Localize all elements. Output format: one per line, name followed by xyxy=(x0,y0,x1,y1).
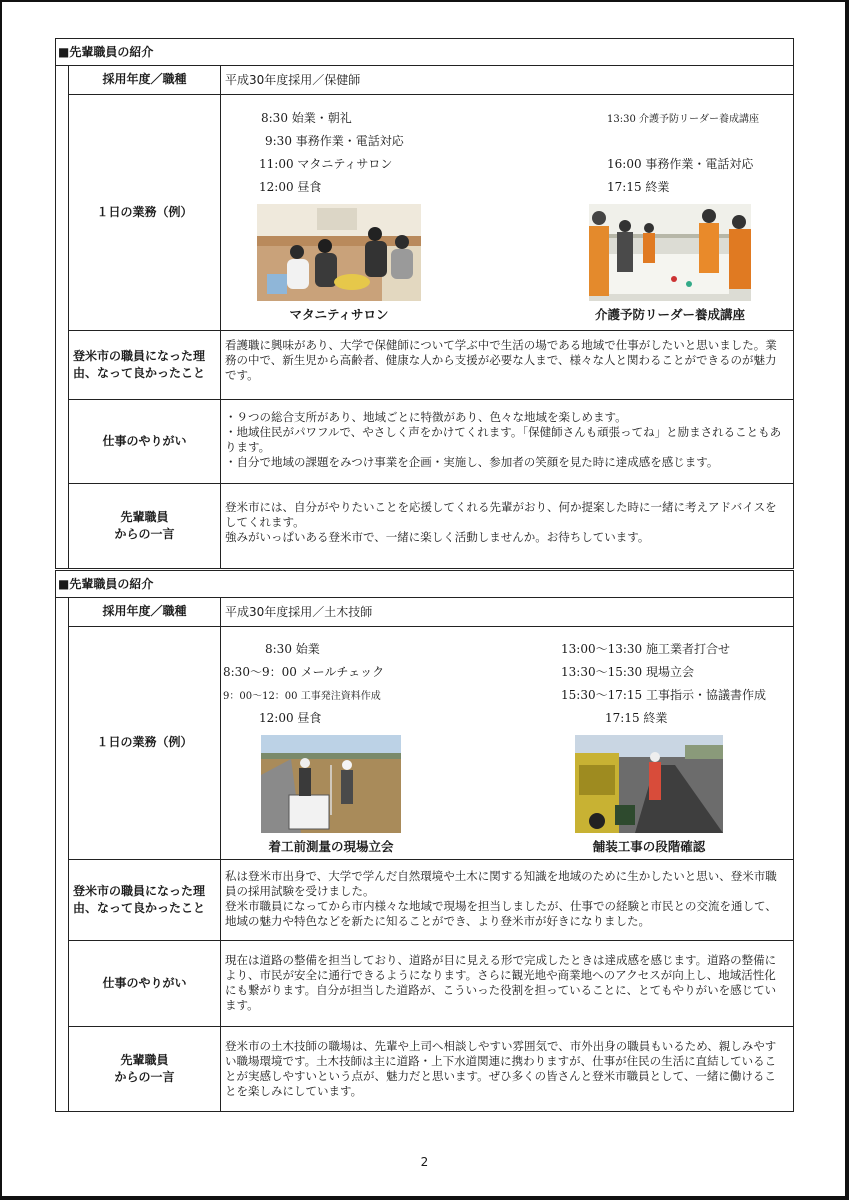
daily-schedule-label: １日の業務（例） xyxy=(69,627,221,859)
message-label-line: 先輩職員 xyxy=(120,1052,169,1067)
reward-line: ・９つの総合支所があり、地域ごとに特徴があり、色々な地域を楽しめます。 xyxy=(225,410,627,424)
schedule-item: 8:30～9：00 メールチェック xyxy=(223,665,385,679)
reason-content xyxy=(221,860,793,940)
reward-label: 仕事のやりがい xyxy=(69,400,221,483)
section-title: ■先輩職員の紹介 xyxy=(56,39,793,66)
message-content xyxy=(221,484,793,568)
daily-schedule-label: １日の業務（例） xyxy=(69,95,221,330)
schedule-item: 12:00 昼食 xyxy=(259,711,322,725)
section-title: ■先輩職員の紹介 xyxy=(56,571,793,598)
schedule-item: 17:15 終業 xyxy=(607,180,670,194)
row-hire-year xyxy=(68,598,793,627)
message-label xyxy=(69,1027,221,1111)
reason-text: 私は登米市出身で、大学で学んだ自然環境や土木に関する知識を地域のために生かしたいと思い、登米市職員の採用試験を受けました。 xyxy=(225,869,777,898)
photo-caption: 舗装工事の段階確認 xyxy=(592,839,706,854)
daily-schedule-content xyxy=(221,95,793,330)
reason-label: 登米市の職員になった理由、なって良かったこと xyxy=(69,331,221,399)
reward-line: ・自分で地域の課題をみつけ事業を企画・実施し、参加者の笑顔を見た時に達成感を感じます。 xyxy=(225,455,719,469)
row-message xyxy=(68,1027,793,1111)
schedule-item: 8:30 始業・朝礼 xyxy=(261,111,352,125)
row-reward xyxy=(68,941,793,1027)
message-text: 登米市には、自分がやりたいことを応援してくれる先輩がおり、何か提案した時に一緒に考えアドバイスをしてくれます。 xyxy=(225,500,777,529)
hire-year-value: 平成30年度採用／土木技師 xyxy=(225,605,373,619)
message-label-line: 先輩職員 xyxy=(120,509,169,524)
staff-intro-section-2 xyxy=(55,570,794,1112)
reward-line: ・地域住民がパワフルで、やさしく声をかけてくれます。「保健師さんも頑張ってね」と励まされることもあります。 xyxy=(225,425,782,454)
pavement-inspection-photo xyxy=(575,735,723,833)
schedule-item: 16:00 事務作業・電話対応 xyxy=(607,157,754,171)
hire-year-label: 採用年度／職種 xyxy=(69,598,221,626)
message-text: 登米市の土木技師の職場は、先輩や上司へ相談しやすい雰囲気で、市外出身の職員もいるため、親しみやすい職場環境です。土木技師は主に道路・上下水道関連に携わりますが、仕事が住民の生活に直結していることが実感しやすいという点が、魅力だと思います。ぜひ多くの皆さんと登米市職員として、一緒に働けることを楽しみにしています。 xyxy=(225,1039,777,1098)
row-reason xyxy=(68,331,793,400)
staff-intro-section-1 xyxy=(55,38,794,569)
reason-label: 登米市の職員になった理由、なって良かったこと xyxy=(69,860,221,940)
schedule-item: 9：00～12：00 工事発注資料作成 xyxy=(223,691,381,702)
schedule-item: 11:00 マタニティサロン xyxy=(259,157,393,171)
reward-text: 現在は道路の整備を担当しており、道路が目に見える形で完成したときは達成感を感じます。道路の整備により、市民が安全に通行できるようになります。さらに観光地や商業地へのアクセスが向上し、地域活性化にも繋がります。自分が担当した道路が、こういった役割を担っていることに、とてもやりがいを感じています。 xyxy=(225,953,777,1012)
schedule-item: 13:30 介護予防リーダー養成講座 xyxy=(607,114,759,125)
schedule-item: 13:30～15:30 現場立会 xyxy=(561,665,694,679)
survey-site-photo xyxy=(261,735,401,833)
photo-caption: 介護予防リーダー養成講座 xyxy=(594,307,745,322)
hire-year-value: 平成30年度採用／保健師 xyxy=(225,73,361,87)
reward-label: 仕事のやりがい xyxy=(69,941,221,1026)
message-label-line: からの一言 xyxy=(114,1070,175,1084)
row-daily-schedule xyxy=(68,95,793,331)
reward-content xyxy=(221,400,793,483)
hire-year-label: 採用年度／職種 xyxy=(69,66,221,94)
message-label xyxy=(69,484,221,568)
daily-schedule-content xyxy=(221,627,793,859)
photo-caption: マタニティサロン xyxy=(289,307,389,322)
schedule-item: 12:00 昼食 xyxy=(259,180,322,194)
reason-text: 登米市職員になってから市内様々な地域で現場を担当しましたが、仕事での経験と市民との交流を通して、地域の魅力や特色などを新たに知ることができ、より登米市が好きになりました。 xyxy=(225,899,777,928)
message-text: 強みがいっぱいある登米市で、一緒に楽しく活動しませんか。お待ちしています。 xyxy=(225,530,650,544)
schedule-item: 17:15 終業 xyxy=(605,711,668,725)
schedule-item: 9:30 事務作業・電話対応 xyxy=(265,134,404,148)
reason-text: 看護職に興味があり、大学で保健師について学ぶ中で生活の場である地域で仕事がしたいと思いました。業務の中で、新生児から高齢者、健康な人から支援が必要な人まで、様々な人と関わることができるのが魅力です。 xyxy=(225,338,777,382)
message-label-line: からの一言 xyxy=(114,527,175,541)
schedule-item: 15:30～17:15 工事指示・協議書作成 xyxy=(561,688,766,702)
schedule-item: 8:30 始業 xyxy=(265,642,320,656)
row-daily-schedule xyxy=(68,627,793,860)
row-reason xyxy=(68,860,793,941)
page-number: 2 xyxy=(420,1155,429,1169)
care-prevention-leader-course-photo xyxy=(589,204,751,301)
maternity-salon-photo xyxy=(257,204,421,301)
row-reward xyxy=(68,400,793,484)
row-message xyxy=(68,484,793,568)
photo-caption: 着工前測量の現場立会 xyxy=(268,839,394,854)
schedule-item: 13:00～13:30 施工業者打合せ xyxy=(561,642,730,656)
row-hire-year xyxy=(68,66,793,95)
